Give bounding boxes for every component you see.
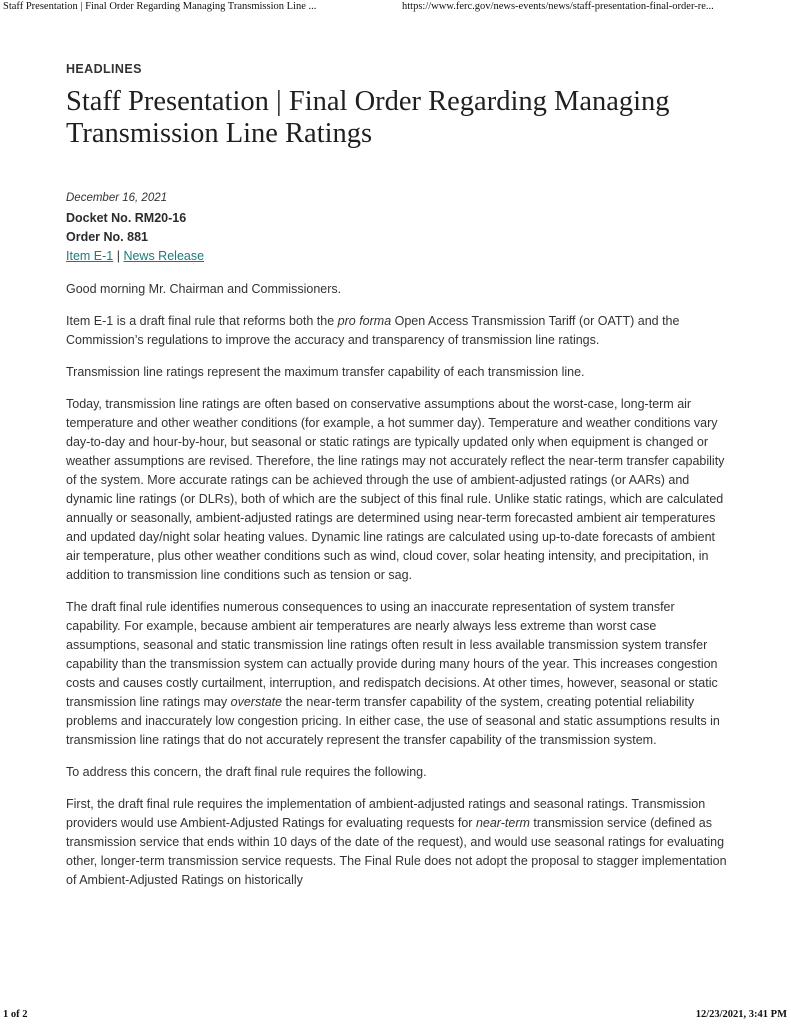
print-header	[0, 0, 791, 14]
paragraph-requirements-intro: To address this concern, the draft final rule requires the following.	[66, 765, 427, 779]
paragraph-first-requirement: First, the draft final rule requires the implementation of ambient-adjusted ratings and seasonal ratings. Transmission providers would use Ambient-Adjusted Ratings for evaluating requests for near-term transmission service (defined as transmission service that ends within 10 days of the date of the request), and would use seasonal ratings for evaluating other, longer-term transmission service requests. The Final Rule does not adopt the proposal to stagger implementation of Ambient-Adjusted Ratings on historically	[66, 797, 727, 887]
paragraph-greeting: Good morning Mr. Chairman and Commissioners.	[66, 282, 342, 296]
paragraph-item-e1: Item E-1 is a draft final rule that reforms both the pro forma Open Access Transmission Tariff (or OATT) and the Commission’s regulations to improve the accuracy and transparency of transmission line ratings.	[66, 314, 680, 347]
link-separator: |	[113, 249, 124, 263]
paragraph-definition: Transmission line ratings represent the maximum transfer capability of each transmission line.	[66, 365, 585, 379]
item-e1-link[interactable]: Item E-1	[66, 249, 114, 263]
section-kicker: HEADLINES	[66, 62, 142, 76]
print-datetime: 12/23/2021, 3:41 PM	[695, 1009, 787, 1020]
publish-date: December 16, 2021	[66, 192, 168, 204]
related-links	[66, 247, 731, 266]
page-count: 1 of 2	[3, 1009, 28, 1020]
order-number: Order No. 881	[66, 230, 148, 244]
paragraph-consequences: The draft final rule identifies numerous consequences to using an inaccurate representation of system transfer capability. For example, because ambient air temperatures are nearly always less extreme than worst case assumptions, seasonal and static transmission line ratings often result in less available transmission system transfer capability than the transmission system can actually provide during many hours of the year. This increases congestion costs and causes costly curtailment, interruption, and redispatch decisions. At other times, however, seasonal or static transmission line ratings may overstate the near-term transfer capability of the system, creating potential reliability problems and inaccurately low congestion pricing. In either case, the use of seasonal and static assumptions results in transmission line ratings that do not accurately represent the transfer capability of the transmission system.	[66, 600, 720, 747]
page-title: Staff Presentation | Final Order Regarding Managing Transmission Line Ratings	[66, 86, 670, 149]
print-header-url: https://www.ferc.gov/news-events/news/staff-presentation-final-order-re...	[402, 1, 714, 12]
print-footer	[0, 1008, 791, 1022]
article	[66, 58, 731, 903]
paragraph-background: Today, transmission line ratings are often based on conservative assumptions about the worst-case, long-term air temperature and other weather conditions (for example, a hot summer day). Temperature and weather conditions vary day-to-day and hour-by-hour, but seasonal or static ratings are typically updated only when equipment is changed or weather assumptions are revised. Therefore, the line ratings may not accurately reflect the near-term transfer capability of the system. More accurate ratings can be achieved through the use of ambient-adjusted ratings (or AARs) and dynamic line ratings (or DLRs), both of which are the subject of this final rule. Unlike static ratings, which are calculated annually or seasonally, ambient-adjusted ratings are determined using near-term forecasted ambient air temperatures and updated day/night solar heating values. Dynamic line ratings are calculated using up-to-date forecasts of ambient air temperature, plus other weather conditions such as wind, cloud cover, solar heating intensity, and precipitation, in addition to transmission line conditions such as tension or sag.	[66, 397, 725, 582]
news-release-link[interactable]: News Release	[123, 249, 205, 263]
docket-number: Docket No. RM20-16	[66, 211, 187, 225]
print-header-title: Staff Presentation | Final Order Regarding Managing Transmission Line ...	[3, 1, 317, 12]
